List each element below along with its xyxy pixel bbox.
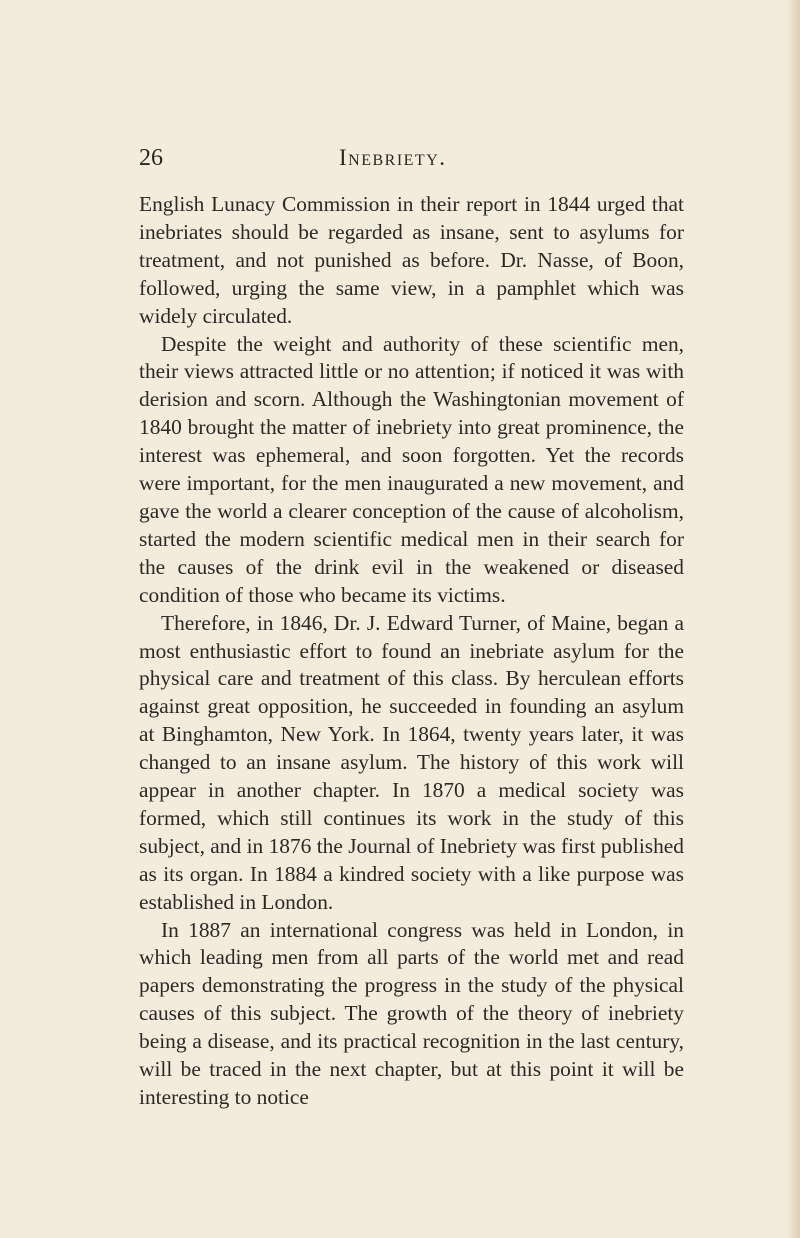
paragraph-3: Therefore, in 1846, Dr. J. Edward Turner, of Maine, began a most enthusiastic effort to found an inebriate asylum for the physical care and treatment of this class. By herculean efforts against great opposition, he succeeded in founding an asylum at Binghamton, New York. In 1864, twenty years later, it was changed to an insane asylum. The history of this work will appear in another chapter. In 1870 a medical society was formed, which still continues its work in the study of this subject, and in 1876 the Journal of Inebriety was first published as its organ. In 1884 a kindred society with a like purpose was established in London.: [139, 610, 684, 914]
paragraph-2: Despite the weight and authority of these scientific men, their views attracted little or no attention; if noticed it was with derision and scorn. Although the Washingtonian movement of 1840 brought the matter of inebriety into great prominence, the interest was ephemeral, and soon forgotten. Yet the records were important, for the men inaugurated a new movement, and gave the world a clearer conception of the cause of alcoholism, started the modern scientific medical men in their search for the causes of the drink evil in the weakened or diseased condition of those who became its victims.: [139, 331, 684, 607]
running-head: Inebriety.: [339, 145, 447, 170]
page-number: 26: [139, 145, 163, 171]
paragraph-1: English Lunacy Commission in their report in 1844 urged that inebriates should be regarded as insane, sent to asylums for treatment, and not punished as before. Dr. Nasse, of Boon, followed, urging the same view, in a pamphlet which was widely circulated.: [139, 192, 684, 328]
paragraph-4: In 1887 an international congress was held in London, in which leading men from all parts of the world met and read papers demonstrating the progress in the study of the physical causes of this subject. The growth of the theory of inebriety being a disease, and its practical recognition in the last century, will be traced in the next chapter, but at this point it will be interesting to notice: [139, 917, 684, 1109]
body-text: [139, 191, 684, 1112]
page-edge-shadow: [786, 0, 800, 1238]
page-header: [139, 143, 679, 173]
